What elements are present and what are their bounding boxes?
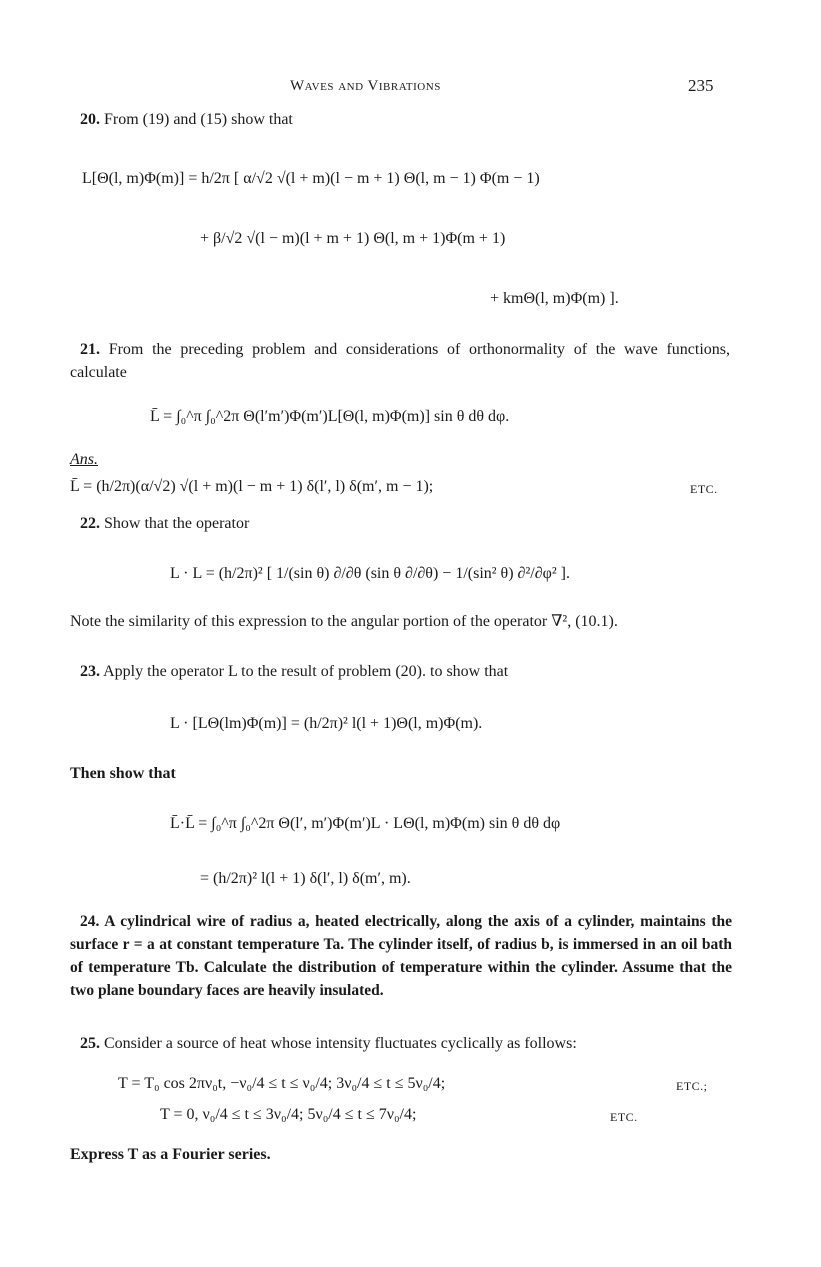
eq25-line2-etc: ETC. (610, 1110, 638, 1124)
problem-21-number: 21. (80, 341, 100, 358)
then-show: Then show that (70, 765, 176, 782)
problem-20 (80, 108, 293, 132)
problem-20-text: From (19) and (15) show that (104, 111, 293, 128)
problem-23 (80, 660, 508, 684)
problem-24 (70, 910, 732, 1002)
answer-label: Ans. (70, 451, 98, 468)
eq20-line1: L[Θ(l, m)Φ(m)] = h/2π [ α/√2 √(l + m)(l − m + 1) Θ(l, m − 1) Φ(m − 1) (82, 170, 540, 187)
problem-25-number: 25. (80, 1035, 100, 1052)
eq21-answer: L̄ = (h/2π)(α/√2) √(l + m)(l − m + 1) δ(l′, l) δ(m′, m − 1); (70, 478, 434, 495)
eq20-line3: + kmΘ(l, m)Φ(m) ]. (490, 290, 619, 307)
problem-22-text: Show that the operator (104, 515, 250, 532)
problem-24-number: 24. (80, 913, 100, 930)
problem-21 (70, 338, 730, 384)
problem-20-number: 20. (80, 111, 100, 128)
problem-22 (80, 512, 249, 536)
page-number: 235 (688, 76, 714, 95)
final-instruction: Express T as a Fourier series. (70, 1146, 271, 1163)
problem-23-text: Apply the operator L to the result of problem (20). to show that (103, 663, 509, 680)
problem-25-text: Consider a source of heat whose intensity fluctuates cyclically as follows: (104, 1035, 577, 1052)
note-22: Note the similarity of this expression to the angular portion of the operator ∇², (10.1). (70, 613, 618, 630)
eq25-line1: T = T₀ cos 2πν₀t, −ν₀/4 ≤ t ≤ ν₀/4; 3ν₀/4 ≤ t ≤ 5ν₀/4; (118, 1075, 446, 1092)
eq23b-line2: = (h/2π)² l(l + 1) δ(l′, l) δ(m′, m). (200, 870, 411, 887)
eq23b-line1: L̄·L̄ = ∫₀^π ∫₀^2π Θ(l′, m′)Φ(m′)L · LΘ(l, m)Φ(m) sin θ dθ dφ (170, 815, 561, 832)
eq20-line2: + β/√2 √(l − m)(l + m + 1) Θ(l, m + 1)Φ(m + 1) (200, 230, 506, 247)
problem-22-number: 22. (80, 515, 100, 532)
running-head (290, 78, 441, 95)
eq21: L̄ = ∫₀^π ∫₀^2π Θ(l′m′)Φ(m′)L[Θ(l, m)Φ(m)] sin θ dθ dφ. (150, 408, 510, 425)
eq25-line2: T = 0, ν₀/4 ≤ t ≤ 3ν₀/4; 5ν₀/4 ≤ t ≤ 7ν₀/4; (160, 1106, 417, 1123)
problem-23-number: 23. (80, 663, 100, 680)
problem-24-text: A cylindrical wire of radius a, heated electrically, along the axis of a cylinder, maintains the surface r = a at constant temperature Ta. The cylinder itself, of radius b, is immersed in an oil bath of temperature Tb. Calculate the distribution of temperature within the cylinder. Assume that the two plane boundary faces are heavily insulated. (70, 913, 732, 999)
problem-21-text: From the preceding problem and considerations of orthonormality of the wave functions, calculate (70, 341, 730, 381)
answer-etc: ETC. (690, 482, 718, 496)
eq25-line1-etc: ETC.; (676, 1079, 708, 1093)
running-head-title: Waves and Vibrations (290, 78, 441, 94)
problem-25 (80, 1032, 577, 1056)
eq23a: L · [LΘ(lm)Φ(m)] = (h/2π)² l(l + 1)Θ(l, m)Φ(m). (170, 715, 483, 732)
eq22: L · L = (h/2π)² [ 1/(sin θ) ∂/∂θ (sin θ ∂/∂θ) − 1/(sin² θ) ∂²/∂φ² ]. (170, 565, 570, 582)
